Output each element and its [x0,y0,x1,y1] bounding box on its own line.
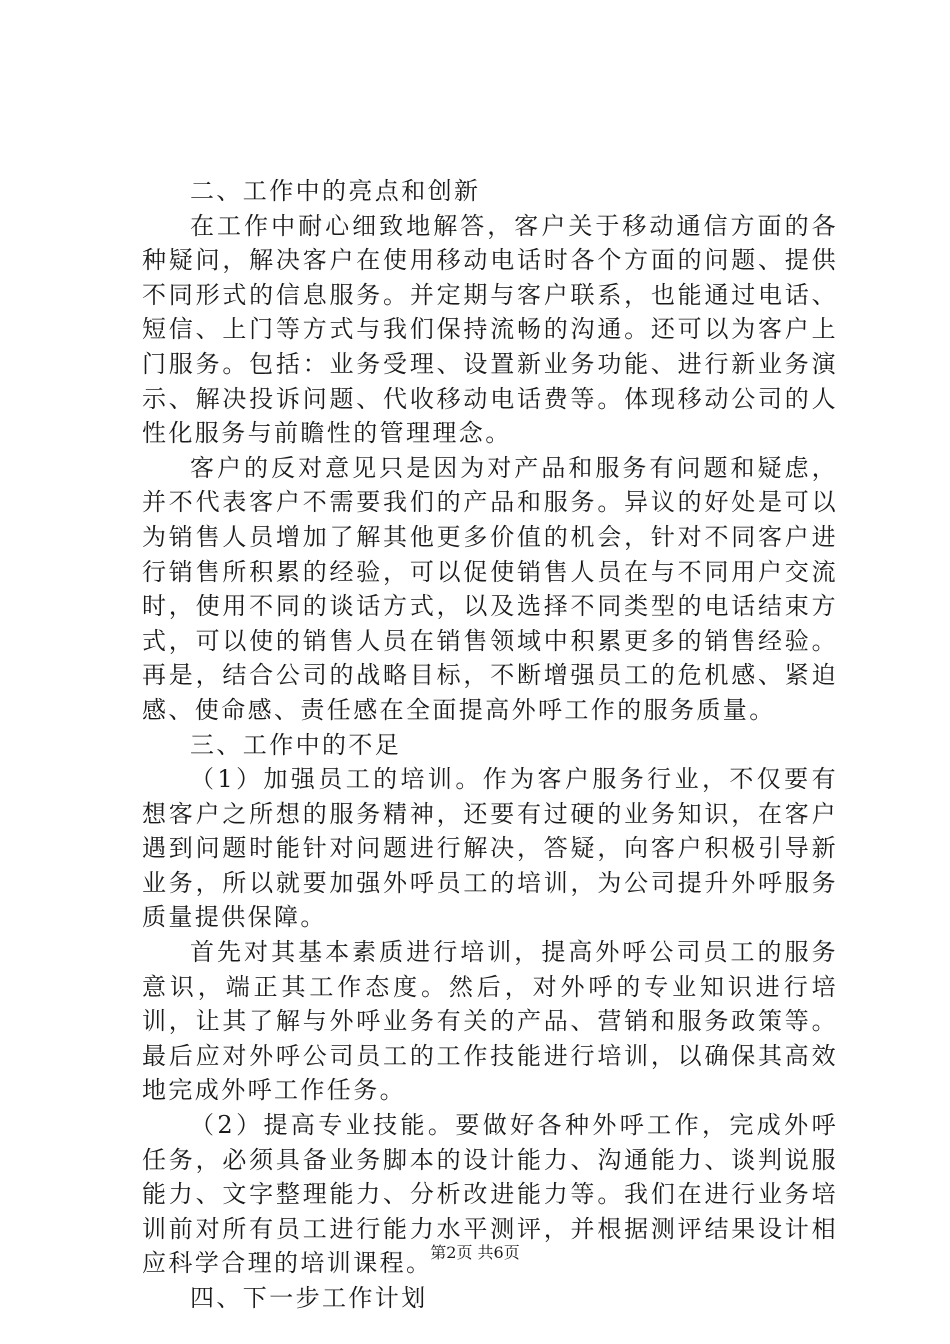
section-heading-next-plan: 四、下一步工作计划 [190,1284,428,1312]
document-body [142,174,838,1316]
section-heading-shortcomings: 三、工作中的不足 [190,730,402,759]
paragraph-professional-skills: （2）提高专业技能。要做好各种外呼工作，完成外呼任务，必须具备业务脚本的设计能力、沟通能力、谈判说服能力、文字整理能力、分析改进能力等。我们在进行业务培训前对所有员工进行能力水平测评，并根据测评结果设计相应科学合理的培训课程。 [142,1111,838,1278]
paragraph-service-details: 在工作中耐心细致地解答，客户关于移动通信方面的各种疑问，解决客户在使用移动电话时各个方面的问题、提供不同形式的信息服务。并定期与客户联系，也能通过电话、短信、上门等方式与我们保持流畅的沟通。还可以为客户上门服务。包括：业务受理、设置新业务功能、进行新业务演示、解决投诉问题、代收移动电话费等。体现移动公司的人性化服务与前瞻性的管理理念。 [142,211,838,448]
paragraph-basic-quality-training: 首先对其基本素质进行培训，提高外呼公司员工的服务意识，端正其工作态度。然后，对外呼的专业知识进行培训，让其了解与外呼业务有关的产品、营销和服务政策等。最后应对外呼公司员工的工作技能进行培训，以确保其高效地完成外呼工作任务。 [142,938,838,1105]
section-heading-highlights: 二、工作中的亮点和创新 [190,177,481,205]
paragraph-customer-objections: 客户的反对意见只是因为对产品和服务有问题和疑虑，并不代表客户不需要我们的产品和服务。异议的好处是可以为销售人员增加了解其他更多价值的机会，针对不同客户进行销售所积累的经验，可以促使销售人员在与不同用户交流时，使用不同的谈话方式，以及选择不同类型的电话结束方式，可以使的销售人员在销售领域中积累更多的销售经验。再是，结合公司的战略目标，不断增强员工的危机感、紧迫感、使命感、责任感在全面提高外呼工作的服务质量。 [142,453,838,724]
paragraph-staff-training: （1）加强员工的培训。作为客户服务行业，不仅要有想客户之所想的服务精神，还要有过硬的业务知识，在客户遇到问题时能针对问题进行解决，答疑，向客户积极引导新业务，所以就要加强外呼员工的培训，为公司提升外呼服务质量提供保障。 [142,765,838,932]
page-number-footer: 第2页 共6页 [430,1243,520,1262]
